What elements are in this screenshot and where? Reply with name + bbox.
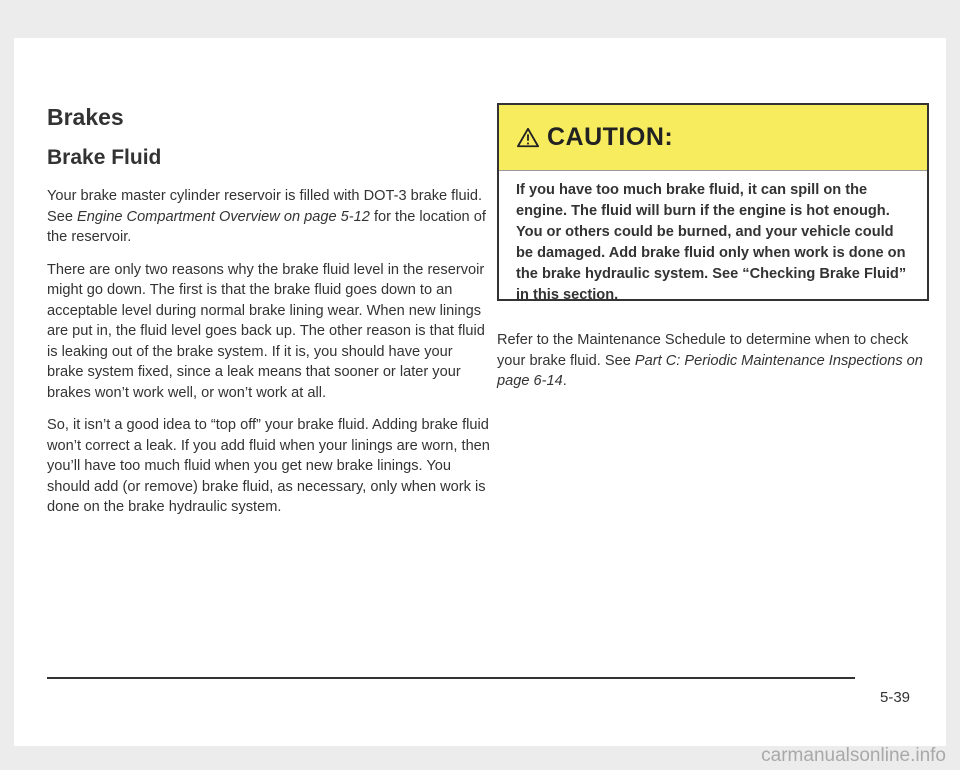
cross-reference: Part C: Periodic Maintenance Inspections on page 6-14 (497, 352, 923, 389)
left-column (47, 98, 490, 518)
caution-title: CAUTION: (547, 123, 674, 151)
warning-triangle-icon (517, 127, 539, 149)
cross-reference: Engine Compartment Overview on page 5-12 (77, 208, 370, 225)
caution-header (499, 105, 927, 171)
paragraph-fluid-level: There are only two reasons why the brake fluid level in the reservoir might go down. The first is that the brake fluid goes down to an acceptable level during normal brake lining wear. When new linings are put in, the fluid level goes back up. The other reason is that fluid is leaking out of the brake system. If it is, you should have your brake system fixed, since a leak means that sooner or later your brakes won’t work well, or won’t work at all. (47, 261, 485, 401)
paragraph-reservoir: Your brake master cylinder reservoir is filled with DOT-3 brake fluid. See Engine Compartment Overview on page 5-12 for the location of the reservoir. (47, 188, 486, 245)
caution-text: If you have too much brake fluid, it can spill on the engine. The fluid will burn if the engine is hot enough. You or others could be burned, and your vehicle could be damaged. Add brake fluid only when work is done on the brake hydraulic system. See “Checking Brake Fluid” in this section. (516, 182, 907, 303)
caution-box (497, 103, 929, 301)
page-number: 5-39 (880, 689, 911, 706)
paragraph-top-off: So, it isn’t a good idea to “top off” your brake fluid. Adding brake fluid won’t correct a leak. If you add fluid when your linings are worn, then you’ll have too much fluid when you get new brake linings. You should add (or remove) brake fluid, as necessary, only when work is done on the brake hydraulic system. (47, 417, 490, 515)
watermark-text: carmanualsonline.info (761, 745, 946, 766)
subsection-title: Brake Fluid (47, 146, 162, 169)
footer-rule (47, 677, 855, 679)
section-title: Brakes (47, 104, 124, 130)
manual-page (14, 38, 946, 746)
paragraph-maintenance: Refer to the Maintenance Schedule to determine when to check your brake fluid. See Part C: Periodic Maintenance Inspections on page 6-14. (497, 332, 923, 389)
